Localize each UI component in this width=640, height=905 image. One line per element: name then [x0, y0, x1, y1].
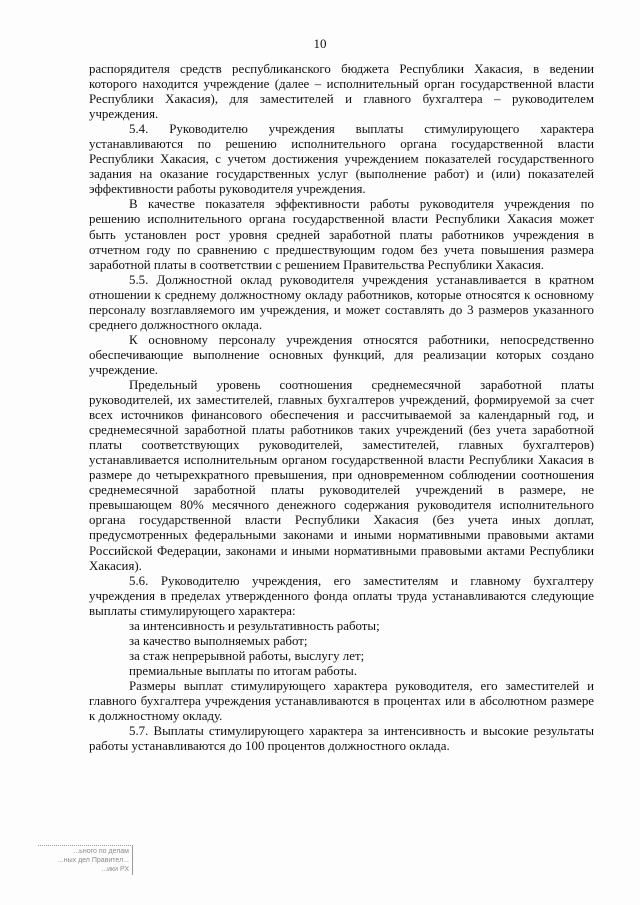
list-item: за качество выполняемых работ;	[129, 633, 308, 648]
stamp-line: ...ики РХ	[101, 866, 129, 873]
paragraph: распорядителя средств республиканского бюджета Республики Хакасия, в ведении которого находится учреждение (далее – исполнительный орган государственной власти Республики Хакасия), для заместителей и главного бухгалтера – руководителем учреждения.	[89, 62, 594, 122]
paragraph: 5.5. Должностной оклад руководителя учреждения устанавливается в кратном отношении к среднему должностному окладу работников, которые относятся к основному персоналу возглавляемого им учреждения, и может составлять до 3 размеров указанного среднего должностного оклада.	[89, 272, 594, 332]
list-item: за интенсивность и результативность работы;	[129, 618, 380, 633]
paragraph: В качестве показателя эффективности работы руководителя учреждения по решению исполнительного органа государственной власти Республики Хакасия может быть установлен рост уровня средней заработной платы работников учреждения в отчетном году по сравнению с предшествующим годом без учета повышения размера заработной платы в соответствии с решением Правительства Республики Хакасия.	[89, 197, 594, 272]
page-number: 10	[313, 36, 327, 51]
list-item: премиальные выплаты по итогам работы.	[129, 663, 358, 678]
paragraph: К основному персоналу учреждения относятся работники, непосредственно обеспечивающие выполнение основных функций, для реализации которых создано учреждение.	[89, 332, 594, 377]
paragraph: 5.6. Руководителю учреждения, его заместителям и главному бухгалтеру учреждения в пределах утвержденного фонда оплаты труда устанавливаются следующие выплаты стимулирующего характера:	[89, 573, 594, 618]
paragraph: Предельный уровень соотношения среднемесячной заработной платы руководителей, их заместителей, главных бухгалтеров учреждений, формируемой за счет всех источников финансового обеспечения и рассчитываемой за календарный год, и среднемесячной заработной платы работников таких учреждений (без учета заработной платы соответствующих руководителей, заместителей, главных бухгалтеров) устанавливается исполнительным органом государственной власти Республики Хакасия в размере до четырехкратного превышения, при одновременном соблюдении соотношения среднемесячной заработной платы руководителей учреждений в размере, не превышающем 80% месячного денежного содержания руководителя исполнительного органа государственной власти Республики Хакасия (без учета иных доплат, предусмотренных федеральными законами и иными нормативными правовыми актами Российской Федерации, законами и иными нормативными правовыми актами Республики Хакасия).	[89, 377, 594, 573]
paragraph: 5.4. Руководителю учреждения выплаты стимулирующего характера устанавливаются по решению исполнительного органа государственной власти Республики Хакасия, с учетом достижения учреждением показателей государственного задания на оказание государственных услуг (выполнение работ) и (или) показателей эффективности работы руководителя учреждения.	[89, 122, 594, 197]
paragraph: 5.7. Выплаты стимулирующего характера за интенсивность и высокие результаты работы устанавливаются до 100 процентов должностного оклада.	[89, 724, 594, 754]
document-body	[89, 62, 594, 754]
stamp-line: ...ьного по делам	[73, 848, 129, 855]
stamp-line: ...ных дел Правител...	[57, 857, 129, 864]
list-item: за стаж непрерывной работы, выслугу лет;	[129, 648, 365, 663]
registration-stamp	[38, 845, 133, 875]
paragraph: Размеры выплат стимулирующего характера руководителя, его заместителей и главного бухгалтера учреждения устанавливаются в процентах или в абсолютном размере к должностному окладу.	[89, 678, 594, 724]
